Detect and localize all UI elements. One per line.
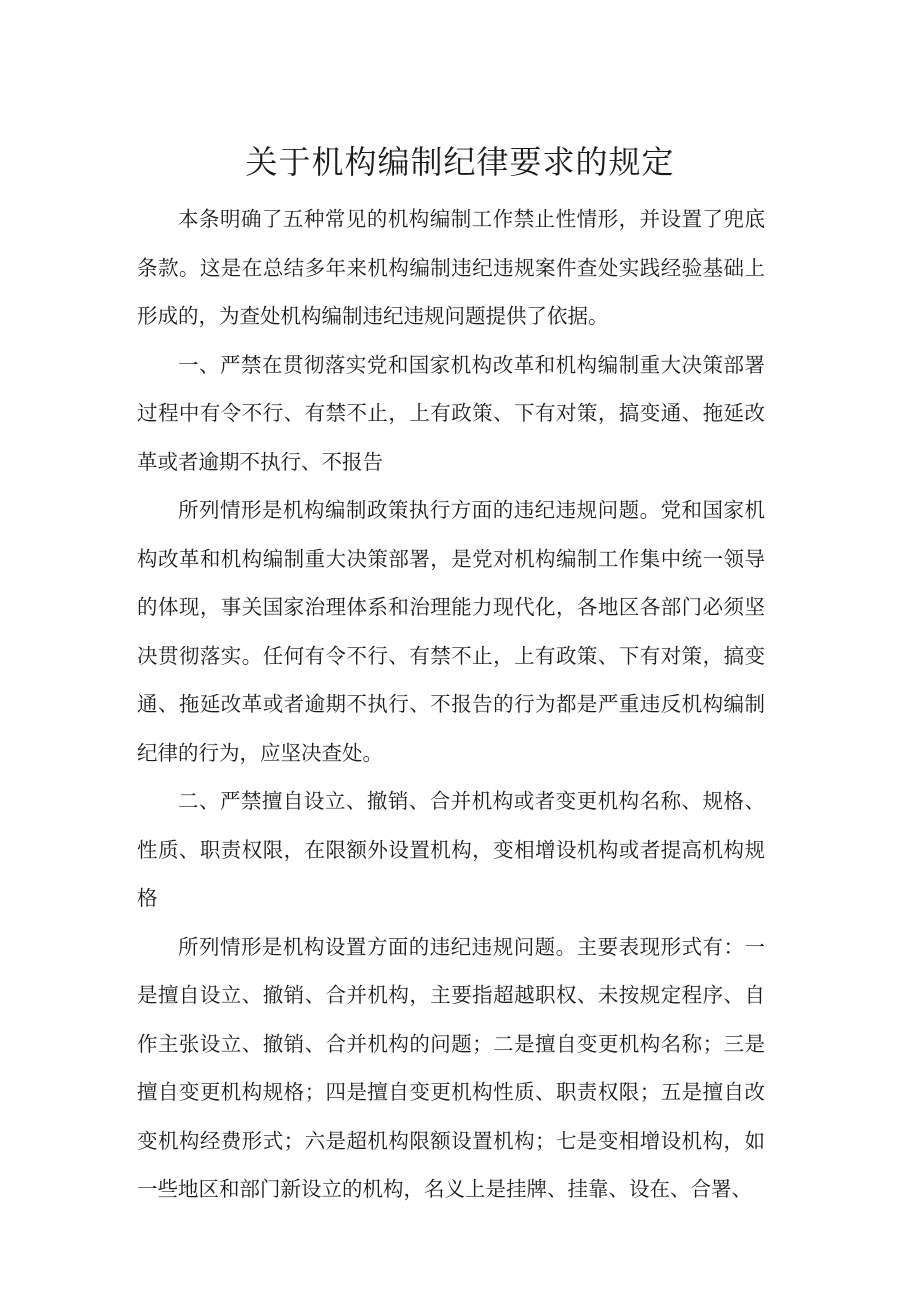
paragraph-heading-2: 二、严禁擅自设立、撤销、合并机构或者变更机构名称、规格、性质、职责权限，在限额外设置机构，变相增设机构或者提高机构规格 (137, 789, 765, 910)
paragraph-explanation-1: 所列情形是机构编制政策执行方面的违纪违规问题。党和国家机构改革和机构编制重大决策部署，是党对机构编制工作集中统一领导的体现，事关国家治理体系和治理能力现代化，各地区各部门必须坚决贯彻落实。任何有令不行、有禁不止，上有政策、下有对策，搞变通、拖延改革或者逾期不执行、不报告的行为都是严重违反机构编制纪律的行为，应坚决查处。 (137, 498, 765, 765)
paragraph-intro: 本条明确了五种常见的机构编制工作禁止性情形，并设置了兜底条款。这是在总结多年来机构编制违纪违规案件查处实践经验基础上形成的，为查处机构编制违纪违规问题提供了依据。 (137, 207, 765, 328)
document-body (137, 195, 765, 1214)
paragraph-explanation-2: 所列情形是机构设置方面的违纪违规问题。主要表现形式有：一是擅自设立、撤销、合并机构，主要指超越职权、未按规定程序、自作主张设立、撤销、合并机构的问题；二是擅自变更机构名称；三是擅自变更机构规格；四是擅自变更机构性质、职责权限；五是擅自改变机构经费形式；六是超机构限额设置机构；七是变相增设机构，如一些地区和部门新设立的机构，名义上是挂牌、挂靠、设在、合署、 (137, 934, 765, 1201)
paragraph-heading-1: 一、严禁在贯彻落实党和国家机构改革和机构编制重大决策部署过程中有令不行、有禁不止，上有政策、下有对策，搞变通、拖延改革或者逾期不执行、不报告 (137, 352, 765, 474)
document-title: 关于机构编制纪律要求的规定 (245, 143, 675, 181)
